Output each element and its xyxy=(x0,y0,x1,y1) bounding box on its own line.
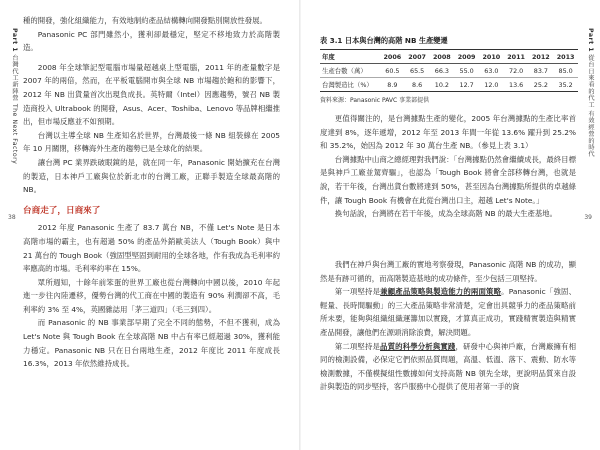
table-year: 2012 xyxy=(529,50,554,64)
table-cell: 72.0 xyxy=(504,64,529,78)
left-running-title: 台灣代工新陣營 The Next Factory xyxy=(11,54,18,165)
table-cell: 55.0 xyxy=(454,64,479,78)
table-year: 2011 xyxy=(504,50,529,64)
emphasis-phrase: 兼顧產品策略與製造能力的兩面策略 xyxy=(380,287,502,297)
table-year: 2007 xyxy=(405,50,430,64)
left-paragraph-2: Panasonic PC 部門雖然小，獲利卻最穩定，堅定不移地致力於高階製造。 xyxy=(23,29,280,53)
left-running-head xyxy=(6,28,18,164)
table-cell: 85.0 xyxy=(553,64,578,78)
right-paragraph-3: 換句話說，台灣將在若干年後，成為全球高階 NB 的最大生產基地。 xyxy=(334,209,558,219)
left-paragraph-1: 種的開發，強化組織能力，有效地制約產品結構轉向開發點別開放性發展。 xyxy=(23,16,267,25)
left-body-text xyxy=(23,14,280,371)
right-paragraph-4: 我們在神戶與台灣工廠的實地考察發現，Panasonic 高階 NB 的成功，顯然是有跡可循的，而高階製造基地的成功條件，至少包括三項堅持。 xyxy=(320,260,576,283)
table-cell: 12.7 xyxy=(454,78,479,92)
left-running-part: Part 1 xyxy=(11,28,18,53)
table-cell: 8.6 xyxy=(405,78,430,92)
table-source: 資料來源：Panasonic PAVC 事業部提供 xyxy=(320,97,430,104)
emphasis-phrase: 品質的科學分析與實踐 xyxy=(380,341,456,351)
right-paragraph-1: 更值得關注的，是台灣據點生產的變化，2005 年台灣據點的生產比率首度達到 8%，逐年遞增，2012 年至 2013 年間一年從 13.6% 躍升到 25.2% 和 35.2%，始因為 2012 年 30 萬台生產 NB。（參見上表 3.1） xyxy=(320,114,576,151)
right-paragraph-5: 第一項堅持是兼顧產品策略與製造能力的兩面策略。Panasonic「強固、輕量、長時間驅動」的三大產品策略非常清楚，定會出具競爭力的產品策略前所未要，能夠與組織組織運籌加以實踐，才算真正成功，實踐精實製造與精實產品開發，讓他們在源頭消除浪費，解決問題。 xyxy=(320,287,576,337)
table-year: 2013 xyxy=(553,50,578,64)
table-year: 2006 xyxy=(380,50,405,64)
table-cell: 13.6 xyxy=(504,78,529,92)
table-row xyxy=(320,64,578,78)
left-paragraph-4: 台灣以主導全球 NB 生產知名於世界，台灣最後一條 NB 組裝線在 2005 年 10 月關閉，移轉海外生產的趨勢已是全球化的結果。 xyxy=(23,130,280,154)
left-paragraph-7: 眾所週知，十餘年前笨蛋的世界工廠也從台灣轉向中國以後，2010 年起進一步往內陸遷移，優勢台灣的代工商在中國的製造有 90% 利潤卻不高，毛利率約 3% 至 4%，英國雜誌用「茅三道四」（毛三到四）。 xyxy=(23,277,280,314)
right-running-head xyxy=(582,28,594,157)
table-row xyxy=(320,78,578,92)
right-body-text-bottom xyxy=(320,258,576,394)
table-row-label: 生產台數（萬） xyxy=(320,64,380,78)
table-cell: 66.3 xyxy=(430,64,455,78)
table-cell: 65.5 xyxy=(405,64,430,78)
right-page xyxy=(300,0,600,450)
right-paragraph-6: 第二項堅持是品質的科學分析與實踐，研發中心與神戶廠，台灣廠擁有相同的檢測設備，必保定它們依照品質問題，高溫、低溫、落下、震動、防水等檢測數據，不僅模擬組性數據如何支持高階 NB 領先全球，更說明品質來自設計與製造的同步堅持，客戶服務中心提供了使用者第一手的資 xyxy=(320,341,576,392)
table-year: 2009 xyxy=(454,50,479,64)
table-row-label: 台灣製造比（%） xyxy=(320,78,380,92)
left-paragraph-8: 而 Panasonic 的 NB 事業部早期了完全不同的態勢，不但不獲利，成為 Let's Note 與 Tough Book 在全球高階 NB 中占有率已經超過 30%，獲利能力穩定。Panasonic NB 只在日台兩地生產，2012 年度比 2011 年度成長 16.3%，2013 年依然維持成長。 xyxy=(23,318,280,369)
section-subhead: 台商走了，日商來了 xyxy=(23,205,101,216)
table-cell: 35.2 xyxy=(553,78,578,92)
table-header-row xyxy=(320,50,578,64)
table-header-label: 年度 xyxy=(320,50,380,64)
table-title: 表 3.1 日本與台灣的高階 NB 生產變遷 xyxy=(320,36,448,45)
table-year: 2010 xyxy=(479,50,504,64)
left-page-number: 38 xyxy=(8,214,16,221)
table-cell: 25.2 xyxy=(529,78,554,92)
right-running-title: 從台日來看的代工 有效經營的時代 xyxy=(587,54,594,158)
table-cell: 83.7 xyxy=(529,64,554,78)
right-page-number: 39 xyxy=(584,214,592,221)
right-running-part: Part 1 xyxy=(587,28,594,53)
table-cell: 10.2 xyxy=(430,78,455,92)
left-paragraph-3: 2008 年全球筆記型電腦市場量超越桌上型電腦，2011 年的產量數字是 2007 年的兩倍，然而，在平板電腦開市與全球 NB 市場趨於飽和的影響下，2012 年 NB 出貨量首次出現負成長。英特爾（Intel）因應趨勢，號召 NB 製造商投入 Ultrabook 的開發，Asus、Acer、Toshiba、Lenovo 等品牌相繼推出，但市場反應並不如預期。 xyxy=(23,62,280,127)
left-paragraph-5: 讓台灣 PC 業界跌破眼鏡的是，就在同一年，Panasonic 開始擴充在台灣的製造，日本神戶工廠與位於新北市的台灣工廠，正聯手製造全球最高階的 NB。 xyxy=(23,157,280,195)
right-body-text-top xyxy=(320,112,576,221)
table-cell: 12.0 xyxy=(479,78,504,92)
production-table-block xyxy=(320,36,578,104)
table-cell: 63.0 xyxy=(479,64,504,78)
right-paragraph-2: 台灣據點中山商之總經理對我們說：「台灣據點仍然會繼續成長，最終目標是與神戶工廠並駕齊驅」，也認為「Tough Book 將會全部移轉台灣，也就是說，若干年後，台灣出貨台數將達到 50%，甚至因為台灣據點所提供的卓越條件，讓 Tough Book 有機會在此從台灣出口主，超越 Let's Note。」 xyxy=(320,154,576,205)
left-paragraph-6: 2012 年度 Panasonic 生產了 83.7 萬台 NB，不僅 Let's Note 是日本高階市場的霸主，也有超過 50% 的產品外銷歐美法人（Tough Book）與中 21 萬台的 Tough Book（強固型堅固到耐用的全球各地，作有我成為毛利率約率應高的市場。毛利率約率在 15%。 xyxy=(23,223,280,274)
production-table xyxy=(320,49,578,92)
table-year: 2008 xyxy=(430,50,455,64)
table-cell: 8.9 xyxy=(380,78,405,92)
table-cell: 60.5 xyxy=(380,64,405,78)
